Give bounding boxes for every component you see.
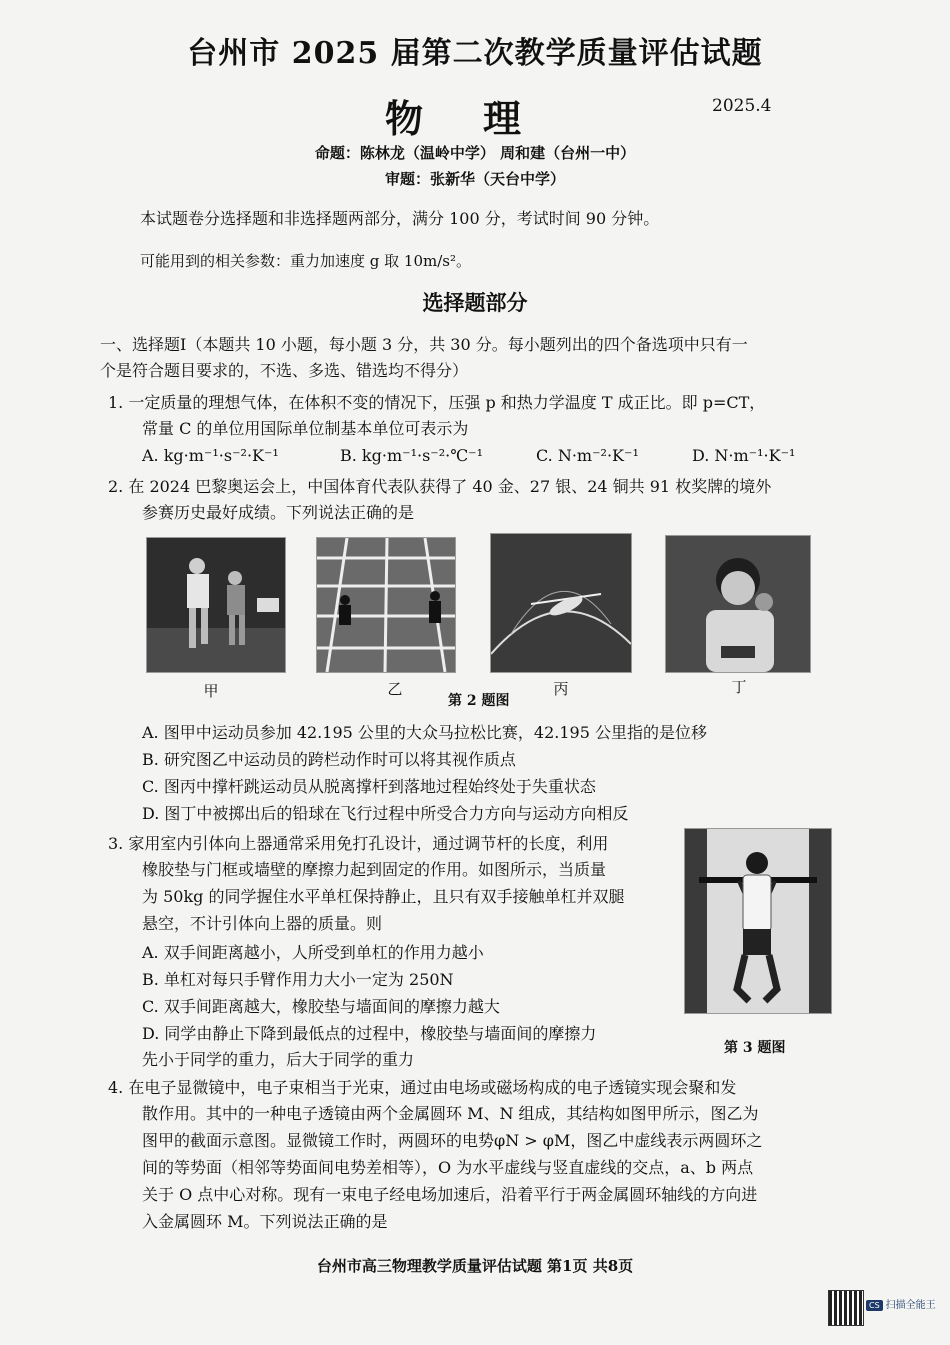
q1-stem-line2: 常量 C 的单位用国际单位制基本单位可表示为 [142, 419, 469, 438]
photo-hurdles [316, 537, 456, 673]
figure-label-yi: 乙 [387, 680, 403, 698]
figure-label-bing: 丙 [553, 680, 569, 698]
q3-option-b: B. 单杠对每只手臂作用力大小一定为 250N [142, 970, 454, 989]
q2-option-d: D. 图丁中被掷出后的铅球在飞行过程中所受合力方向与运动方向相反 [142, 804, 629, 823]
photo-pole-vault [490, 533, 632, 673]
q4-stem-line3: 图甲的截面示意图。显微镜工作时，两圆环的电势φN > φM，图乙中虚线表示两圆环之 [142, 1131, 763, 1150]
exam-title: 台州市 2025 届第二次教学质量评估试题 [187, 36, 763, 71]
q3-figure-caption: 第 3 题图 [724, 1040, 786, 1056]
subject-title: 物理 [385, 96, 582, 141]
q3-stem-line3: 为 50kg 的同学握住水平单杠保持静止，且只有双手接触单杠并双腿 [142, 887, 625, 906]
scanner-badge [866, 1296, 936, 1311]
photo-marathon [146, 537, 286, 673]
q2-stem-line1: 2. 在 2024 巴黎奥运会上，中国体育代表队获得了 40 金、27 银、24 铜共 91 枚奖牌的境外 [108, 477, 772, 496]
q2-figure-caption: 第 2 题图 [448, 693, 510, 709]
params-text: 可能用到的相关参数：重力加速度 g 取 10m/s²。 [140, 252, 471, 270]
q4-stem-line6: 入金属圆环 M。下列说法正确的是 [142, 1212, 388, 1231]
figure-label-ding: 丁 [731, 678, 747, 696]
exam-date: 2025.4 [712, 96, 772, 116]
q3-stem-line1: 3. 家用室内引体向上器通常采用免打孔设计，通过调节杆的长度，利用 [108, 834, 609, 853]
q1-stem-line1: 1. 一定质量的理想气体，在体积不变的情况下，压强 p 和热力学温度 T 成正比。即 p=CT， [108, 393, 766, 412]
authors: 命题：陈林龙（温岭中学） 周和建（台州一中） [314, 144, 636, 162]
q4-stem-line1: 4. 在电子显微镜中，电子束相当于光束，通过由电场或磁场构成的电子透镜实现会聚和发 [108, 1078, 737, 1097]
q1-option-a: A. kg·m⁻¹·s⁻²·K⁻¹ [142, 446, 279, 465]
figure-label-jia: 甲 [203, 682, 219, 700]
q4-stem-line4: 间的等势面（相邻等势面间电势差相等），O 为水平虚线与竖直虚线的交点，a、b 两点 [142, 1158, 754, 1177]
page-footer: 台州市高三物理教学质量评估试题 第1页 共8页 [316, 1257, 634, 1275]
photo-shot-put [665, 535, 811, 673]
q3-option-c: C. 双手间距离越大，橡胶垫与墙面间的摩擦力越大 [142, 997, 500, 1016]
q3-option-d: D. 同学由静止下降到最低点的过程中，橡胶垫与墙面间的摩擦力 [142, 1024, 597, 1043]
q4-stem-line5: 关于 O 点中心对称。现有一束电子经电场加速后，沿着平行于两金属圆环轴线的方向进 [142, 1185, 758, 1204]
q2-stem-line2: 参赛历史最好成绩。下列说法正确的是 [142, 503, 415, 522]
q3-stem-line4: 悬空，不计引体向上器的质量。则 [142, 914, 383, 933]
part1-instruction-line1: 一、选择题Ⅰ（本题共 10 小题，每小题 3 分，共 30 分。每小题列出的四个备选项中只有一 [100, 335, 748, 354]
qr-code [828, 1290, 864, 1326]
reviewer: 审题：张新华（天台中学） [384, 170, 565, 188]
part1-instruction-line2: 个是符合题目要求的，不选、多选、错选均不得分） [100, 361, 469, 380]
q4-stem-line2: 散作用。其中的一种电子透镜由两个金属圆环 M、N 组成，其结构如图甲所示，图乙为 [142, 1104, 759, 1123]
photo-pull-up [684, 828, 832, 1014]
q1-option-d: D. N·m⁻¹·K⁻¹ [692, 446, 796, 465]
q1-option-b: B. kg·m⁻¹·s⁻²·℃⁻¹ [340, 446, 483, 465]
scanner-logo: CS [866, 1300, 883, 1311]
intro-text: 本试题卷分选择题和非选择题两部分，满分 100 分，考试时间 90 分钟。 [140, 209, 660, 228]
q2-option-a: A. 图甲中运动员参加 42.195 公里的大众马拉松比赛，42.195 公里指的是位移 [142, 723, 707, 742]
q3-option-a: A. 双手间距离越小，人所受到单杠的作用力越小 [142, 943, 484, 962]
q2-option-c: C. 图丙中撑杆跳运动员从脱离撑杆到落地过程始终处于失重状态 [142, 777, 596, 796]
section-title: 选择题部分 [422, 290, 528, 315]
q3-option-d-continued: 先小于同学的重力，后大于同学的重力 [142, 1050, 415, 1069]
q1-option-c: C. N·m⁻²·K⁻¹ [536, 446, 639, 465]
q3-stem-line2: 橡胶垫与门框或墙壁的摩擦力起到固定的作用。如图所示，当质量 [142, 860, 607, 879]
scanner-name: 扫描全能王 [885, 1300, 936, 1311]
q2-option-b: B. 研究图乙中运动员的跨栏动作时可以将其视作质点 [142, 750, 516, 769]
